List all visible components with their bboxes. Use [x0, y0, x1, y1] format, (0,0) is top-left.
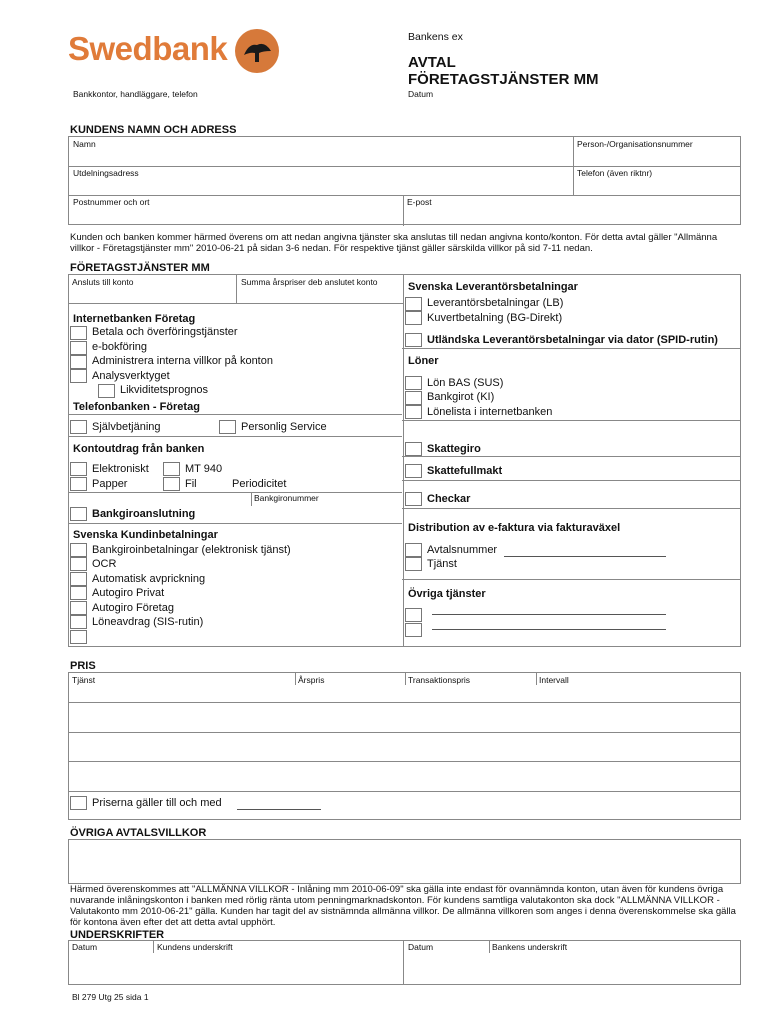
checkbox-bgdirekt[interactable]	[405, 311, 422, 325]
internet-item-1: e-bokföring	[92, 341, 148, 353]
account-label[interactable]: Ansluts till konto	[72, 277, 134, 287]
bankgiro-connection-label: Bankgiroanslutning	[92, 508, 196, 520]
customer-signature[interactable]: Kundens underskrift	[157, 942, 233, 952]
sign-date-1[interactable]: Datum	[72, 942, 98, 952]
checkbox-internet-0[interactable]	[70, 326, 87, 340]
price-col-interval: Intervall	[539, 675, 569, 685]
salary-item-2: Lönelista i internetbanken	[427, 406, 553, 418]
annual-fee-label[interactable]: Summa årspriser deb anslutet konto	[241, 277, 378, 287]
checkbox-bankgiro[interactable]	[70, 507, 87, 521]
other-service-line-1[interactable]	[432, 629, 666, 630]
checkbox-price-valid[interactable]	[70, 796, 87, 810]
checkbox-internet-1[interactable]	[70, 341, 87, 355]
cp-item-1: OCR	[92, 558, 117, 570]
tax-account-label: Skattegiro	[427, 443, 481, 455]
signatures-heading: UNDERSKRIFTER	[70, 929, 165, 941]
other-service-line-0[interactable]	[432, 614, 666, 615]
phone-field[interactable]: Telefon (även riktnr)	[577, 168, 653, 178]
tax-proxy-label: Skattefullmakt	[427, 465, 503, 477]
checkbox-cp-0[interactable]	[70, 543, 87, 557]
checkbox-cp-5[interactable]	[70, 615, 87, 629]
other-terms-heading: ÖVRIGA AVTALSVILLKOR	[70, 827, 207, 839]
telephone-bank-heading: Telefonbanken - Företag	[73, 401, 200, 413]
self-service-label: Självbetjäning	[92, 421, 161, 433]
checkbox-salary-2[interactable]	[405, 405, 422, 419]
checkbox-internet-2[interactable]	[70, 355, 87, 369]
checkbox-cp-3[interactable]	[70, 586, 87, 600]
salary-item-1: Bankgirot (KI)	[427, 391, 495, 403]
price-heading: PRIS	[70, 660, 96, 672]
email-field[interactable]: E-post	[407, 197, 432, 207]
supplier-heading: Svenska Leverantörsbetalningar	[408, 281, 578, 293]
sign-date-2[interactable]: Datum	[408, 942, 434, 952]
periodicity-label: Periodicitet	[232, 478, 287, 490]
services-heading: FÖRETAGSTJÄNSTER MM	[70, 262, 210, 274]
checkbox-efaktura-service[interactable]	[405, 557, 422, 571]
customer-payments-heading: Svenska Kundinbetalningar	[73, 529, 218, 541]
statement-heading: Kontoutdrag från banken	[73, 443, 205, 455]
checkbox-cp-4[interactable]	[70, 601, 87, 615]
cp-item-5: Löneavdrag (SIS-rutin)	[92, 616, 204, 628]
swedbank-logo: Swedbank	[68, 30, 228, 67]
checkbox-spid[interactable]	[405, 333, 422, 347]
title-line-2: FÖRETAGSTJÄNSTER MM	[408, 71, 599, 88]
other-services-heading: Övriga tjänster	[408, 588, 486, 600]
bankgiro-number-field[interactable]: Bankgironummer	[254, 493, 319, 503]
bank-copy-label: Bankens ex	[408, 31, 463, 43]
checkbox-mt940[interactable]	[163, 462, 180, 476]
mt940-label: MT 940	[185, 463, 223, 475]
checkbox-cheques[interactable]	[405, 492, 422, 506]
internet-item-2: Administrera interna villkor på konton	[92, 355, 273, 367]
checkbox-tax-account[interactable]	[405, 442, 422, 456]
checkbox-cp-2[interactable]	[70, 572, 87, 586]
checkbox-personal-service[interactable]	[219, 420, 236, 434]
customer-box	[68, 136, 741, 225]
checkbox-cp-6[interactable]	[70, 630, 87, 644]
internet-item-3: Analysverktyget	[92, 370, 170, 382]
cheques-label: Checkar	[427, 493, 471, 505]
intro-text: Kunden och banken kommer härmed överens om att nedan angivna tjänster ska anslutas till nedan angivna konto/konton. För detta avtal gäller "Allmänna villkor - Företagstjänster mm" 2010-06-21 på sidan 3-6 nedan. För respektive tjänst gäller särskilda villkor på sid 7-11 nedan.	[70, 232, 718, 254]
electronic-label: Elektroniskt	[92, 463, 149, 475]
other-terms-box[interactable]	[68, 839, 741, 884]
salary-heading: Löner	[408, 355, 439, 367]
checkbox-lb[interactable]	[405, 297, 422, 311]
internet-bank-heading: Internetbanken Företag	[73, 313, 196, 325]
customer-heading: KUNDENS NAMN OCH ADRESS	[70, 124, 237, 136]
checkbox-self-service[interactable]	[70, 420, 87, 434]
checkbox-internet-3[interactable]	[70, 369, 87, 383]
bank-signature[interactable]: Bankens underskrift	[492, 942, 568, 952]
checkbox-salary-1[interactable]	[405, 391, 422, 405]
checkbox-tax-proxy[interactable]	[405, 464, 422, 478]
cp-item-3: Autogiro Privat	[92, 587, 165, 599]
supplier-item-1: Kuvertbetalning (BG-Direkt)	[427, 312, 563, 324]
address-field[interactable]: Utdelningsadress	[73, 168, 139, 178]
checkbox-liquidity[interactable]	[98, 384, 115, 398]
name-field[interactable]: Namn	[73, 139, 96, 149]
price-valid-label: Priserna gäller till och med	[92, 797, 222, 809]
other-terms-text: Härmed överenskommes att "ALLMÄNNA VILLKOR - Inlåning mm 2010-06-09" ska gälla inte endast för ovannämnda konton, utan även för kundens övriga nuvarande inlåningskonton i banken med rörlig ränta utom penningmarknadskonton. För kundens samtliga valutakonton ska dock "ALLMÄNNA VILLKOR - Valutakonto mm 2010-06-21" gälla. Kunden har tagit del av sistnämnda allmänna villkor. De allmänna villkoren som anges i denna överenskommelse ska gälla för kontona även efter det att detta avtal upphört.	[70, 884, 736, 928]
title-line-1: AVTAL	[408, 54, 456, 71]
checkbox-other-0[interactable]	[405, 608, 422, 622]
price-col-annual: Årspris	[298, 675, 325, 685]
paper-label: Papper	[92, 478, 128, 490]
liquidity-label: Likviditetsprognos	[120, 384, 209, 396]
checkbox-salary-0[interactable]	[405, 376, 422, 390]
efaktura-service-label: Tjänst	[427, 558, 457, 570]
internet-item-0: Betala och överföringstjänster	[92, 326, 238, 338]
supplier-item-0: Leverantörsbetalningar (LB)	[427, 297, 564, 309]
postal-field[interactable]: Postnummer och ort	[73, 197, 150, 207]
foreign-supplier-label: Utländska Leverantörsbetalningar via dator (SPID-rutin)	[427, 334, 718, 346]
salary-item-0: Lön BAS (SUS)	[427, 377, 504, 389]
cp-item-2: Automatisk avprickning	[92, 573, 206, 585]
personal-service-label: Personlig Service	[241, 421, 327, 433]
header-date-label: Datum	[408, 89, 434, 99]
checkbox-file[interactable]	[163, 477, 180, 491]
form-number: Bl 279 Utg 25 sida 1	[72, 992, 149, 1002]
oak-tree-icon	[235, 29, 279, 73]
contract-number-label: Avtalsnummer	[427, 544, 498, 556]
checkbox-paper[interactable]	[70, 477, 87, 491]
efaktura-heading: Distribution av e-faktura via fakturaväxel	[408, 522, 621, 534]
price-col-transaction: Transaktionspris	[408, 675, 471, 685]
cp-item-4: Autogiro Företag	[92, 602, 174, 614]
price-col-service: Tjänst	[72, 675, 96, 685]
price-valid-line[interactable]	[237, 809, 321, 810]
checkbox-electronic[interactable]	[70, 462, 87, 476]
contract-number-line[interactable]	[504, 556, 666, 557]
office-label: Bankkontor, handläggare, telefon	[73, 89, 198, 99]
checkbox-other-1[interactable]	[405, 623, 422, 637]
file-label: Fil	[185, 478, 197, 490]
checkbox-cp-1[interactable]	[70, 557, 87, 571]
cp-item-0: Bankgiroinbetalningar (elektronisk tjänst)	[92, 544, 291, 556]
checkbox-contract-number[interactable]	[405, 543, 422, 557]
org-number-field[interactable]: Person-/Organisationsnummer	[577, 139, 693, 149]
